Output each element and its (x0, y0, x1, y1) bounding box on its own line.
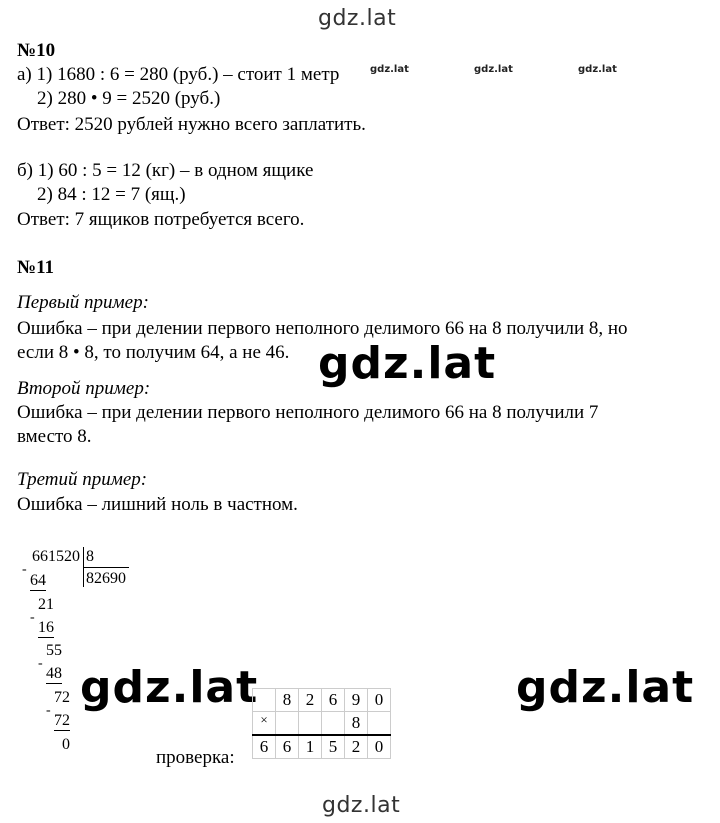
task11-first-title: Первый пример: (17, 292, 149, 313)
minus-sign: - (46, 703, 51, 718)
check-cell: 8 (276, 689, 299, 712)
division-step: 72 (54, 689, 70, 706)
watermark-big: gdz.lat (516, 662, 695, 713)
dividend: 661520 (32, 548, 80, 565)
watermark-big: gdz.lat (80, 662, 259, 713)
check-cell: 8 (345, 712, 368, 736)
check-cell: 0 (368, 689, 391, 712)
division-step: 48 (46, 665, 62, 682)
division-step: 21 (38, 596, 54, 613)
check-cell: 9 (345, 689, 368, 712)
check-cell (322, 712, 345, 736)
check-cell: 0 (368, 735, 391, 759)
task10-a-line1: а) 1) 1680 : 6 = 280 (руб.) – стоит 1 метр (17, 64, 340, 85)
task10-b-answer: Ответ: 7 ящиков потребуется всего. (17, 209, 305, 230)
watermark-bottom: gdz.lat (322, 793, 401, 818)
check-cell (276, 712, 299, 736)
check-cell (253, 689, 276, 712)
minus-sign: - (22, 562, 27, 577)
check-table (252, 688, 391, 759)
task10-b-line1: б) 1) 60 : 5 = 12 (кг) – в одном ящике (17, 160, 314, 181)
task11-third-title: Третий пример: (17, 469, 148, 490)
task11-second-text-1: Ошибка – при делении первого неполного делимого 66 на 8 получили 7 (17, 402, 599, 423)
watermark-small: gdz.lat (578, 64, 617, 75)
task11-heading: №11 (17, 257, 55, 278)
check-cell (299, 712, 322, 736)
division-step: 16 (38, 619, 54, 636)
check-cell (368, 712, 391, 736)
check-cell: 6 (276, 735, 299, 759)
check-label: проверка: (156, 747, 235, 768)
task10-heading: №10 (17, 40, 56, 61)
division-step: 55 (46, 642, 62, 659)
task11-second-title: Второй пример: (17, 378, 151, 399)
task10-a-line2: 2) 280 • 9 = 2520 (руб.) (37, 88, 221, 109)
task11-third-text: Ошибка – лишний ноль в частном. (17, 494, 298, 515)
watermark-big: gdz.lat (318, 338, 497, 389)
minus-sign: - (38, 656, 43, 671)
division-step: 72 (54, 712, 70, 729)
watermark-top: gdz.lat (318, 6, 397, 31)
quotient: 82690 (86, 570, 126, 587)
check-cell: 1 (299, 735, 322, 759)
task11-first-text-1: Ошибка – при делении первого неполного делимого 66 на 8 получили 8, но (17, 318, 628, 339)
watermark-small: gdz.lat (474, 64, 513, 75)
task11-first-text-2: если 8 • 8, то получим 64, а не 46. (17, 342, 290, 363)
divisor: 8 (86, 548, 94, 565)
division-bracket-horizontal (83, 567, 129, 568)
check-cell: 2 (345, 735, 368, 759)
minus-sign: - (30, 610, 35, 625)
check-cell: 6 (322, 689, 345, 712)
division-step: 0 (62, 736, 70, 753)
check-cell: 6 (253, 735, 276, 759)
division-step: 64 (30, 572, 46, 589)
task11-second-text-2: вместо 8. (17, 426, 92, 447)
watermark-small: gdz.lat (370, 64, 409, 75)
task10-b-line2: 2) 84 : 12 = 7 (ящ.) (37, 184, 186, 205)
multiply-sign: × (253, 712, 276, 736)
check-cell: 2 (299, 689, 322, 712)
task10-a-answer: Ответ: 2520 рублей нужно всего заплатить. (17, 114, 366, 135)
check-cell: 5 (322, 735, 345, 759)
